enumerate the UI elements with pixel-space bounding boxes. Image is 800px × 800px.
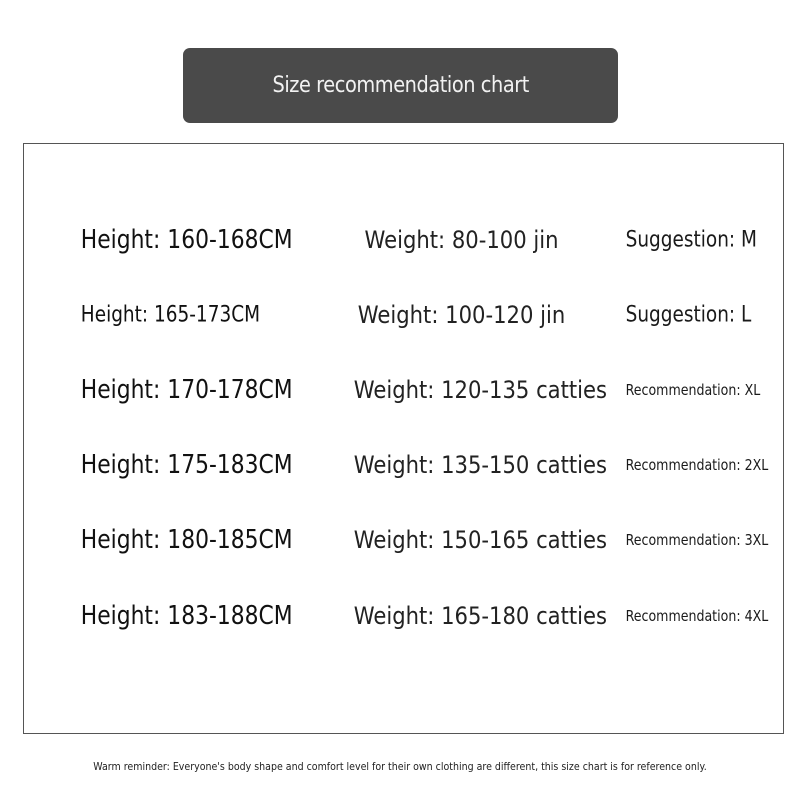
height-range: Height: 175-183CM [80, 450, 293, 480]
header-banner [183, 48, 618, 123]
size-suggestion: Recommendation: 3XL [625, 531, 769, 549]
size-row [24, 220, 783, 260]
weight-range: Weight: 80-100 jin [364, 226, 559, 254]
size-row [24, 445, 783, 485]
height-range: Height: 183-188CM [80, 601, 293, 631]
size-suggestion: Recommendation: 4XL [625, 607, 769, 625]
size-row [24, 295, 783, 335]
footer-reminder: Warm reminder: Everyone's body shape and comfort level for their own clothing are different, this size chart is for reference only. [93, 760, 707, 773]
weight-range: Weight: 150-165 catties [353, 526, 608, 554]
height-range: Height: 165-173CM [80, 302, 261, 328]
weight-range: Weight: 120-135 catties [353, 376, 608, 404]
size-row [24, 370, 783, 410]
weight-range: Weight: 135-150 catties [353, 451, 608, 479]
page-title: Size recommendation chart [272, 73, 529, 98]
size-chart-table [23, 143, 784, 734]
weight-range: Weight: 165-180 catties [353, 602, 608, 630]
size-suggestion: Suggestion: L [625, 302, 752, 328]
weight-range: Weight: 100-120 jin [357, 301, 566, 329]
height-range: Height: 160-168CM [80, 225, 293, 255]
size-suggestion: Suggestion: M [625, 227, 757, 253]
size-row [24, 596, 783, 636]
height-range: Height: 170-178CM [80, 375, 293, 405]
size-row [24, 520, 783, 560]
size-suggestion: Recommendation: 2XL [625, 456, 769, 474]
size-suggestion: Recommendation: XL [625, 381, 761, 399]
height-range: Height: 180-185CM [80, 525, 293, 555]
